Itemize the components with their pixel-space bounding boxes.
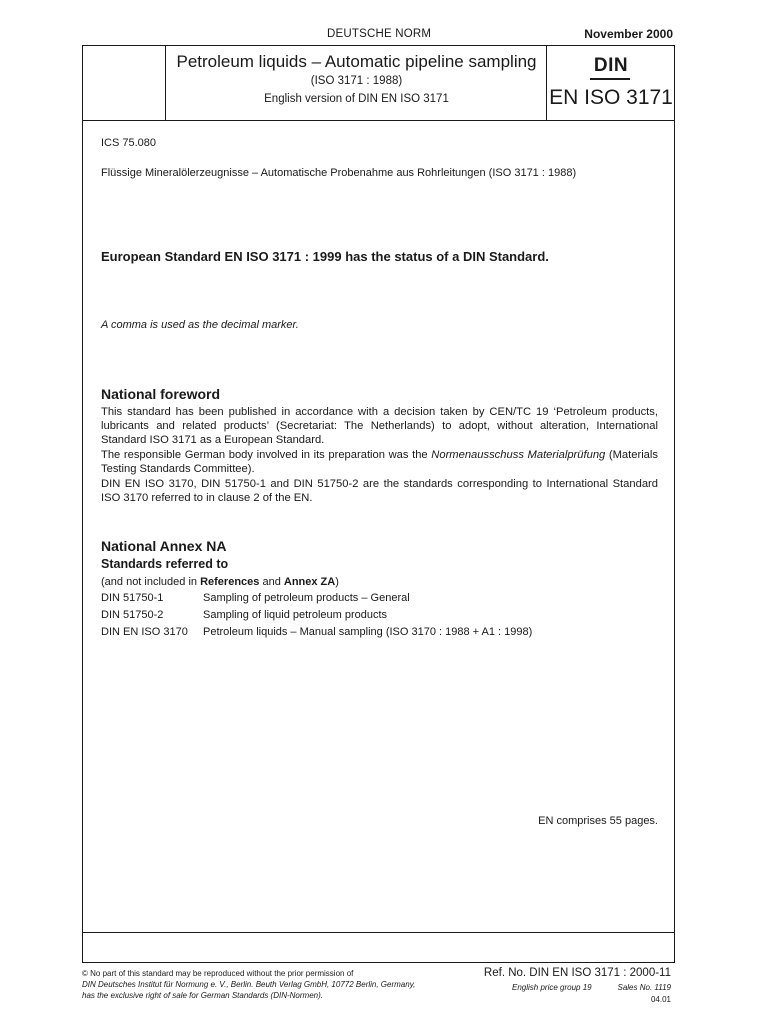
- footer-separator: [82, 932, 675, 933]
- german-title: Flüssige Mineralölerzeugnisse – Automatische Probenahme aus Rohrleitungen (ISO 3171 : 1988): [101, 167, 577, 179]
- reference-code: DIN EN ISO 3170: [101, 626, 188, 638]
- reference-code: DIN 51750-1: [101, 592, 164, 604]
- table-row: [101, 626, 532, 643]
- din-logo-underline: [590, 78, 630, 80]
- annex-note-annex-za: Annex ZA: [283, 576, 336, 588]
- table-row: [101, 609, 532, 626]
- foreword-p2-start: The responsible German body involved in its preparation was the: [101, 449, 432, 461]
- foreword-paragraph-3: DIN EN ISO 3170, DIN 51750-1 and DIN 51750-2 are the standards corresponding to International Standard ISO 3170 referred to in clause 2 of the EN.: [101, 478, 658, 504]
- document-number: EN ISO 3171: [549, 86, 673, 109]
- foreword-p2-end: (Materials Testing Standards Committee).: [101, 449, 658, 475]
- annex-subheading: Standards referred to: [101, 557, 229, 571]
- foreword-heading: National foreword: [101, 386, 221, 402]
- copyright-line-2: DIN Deutsches Institut für Normung e. V., Berlin. Beuth Verlag GmbH, 10772 Berlin, Germany,: [82, 980, 416, 989]
- din-logo: DIN: [593, 55, 629, 76]
- annex-note-mid: and: [259, 576, 284, 588]
- status-statement: European Standard EN ISO 3171 : 1999 has the status of a DIN Standard.: [101, 249, 549, 264]
- annex-note-end: ): [335, 576, 339, 588]
- english-version: English version of DIN EN ISO 3171: [264, 93, 449, 105]
- table-row: [101, 592, 532, 609]
- print-code: 04.01: [650, 995, 671, 1004]
- copyright-line-1: © No part of this standard may be reproduced without the prior permission of: [82, 969, 354, 978]
- responsible-body: Normenausschuss Materialprüfung: [431, 449, 606, 461]
- price-group: English price group 19: [512, 983, 592, 992]
- reference-number: Ref. No. DIN EN ISO 3171 : 2000-11: [483, 967, 671, 979]
- sales-number: Sales No. 1119: [617, 983, 671, 992]
- publication-date: November 2000: [584, 27, 673, 41]
- norm-label: DEUTSCHE NORM: [327, 28, 432, 40]
- annex-heading: National Annex NA: [101, 538, 227, 554]
- header-separator: [82, 120, 675, 121]
- foreword-paragraph-2: [101, 448, 658, 476]
- copyright-line-3: has the exclusive right of sale for German Standards (DIN-Normen).: [82, 991, 323, 1000]
- annex-note: [101, 575, 339, 589]
- decimal-marker-note: A comma is used as the decimal marker.: [101, 319, 299, 331]
- iso-reference: (ISO 3171 : 1988): [310, 75, 403, 87]
- annex-note-start: (and not included in: [101, 576, 201, 588]
- pages-note: EN comprises 55 pages.: [538, 815, 658, 827]
- document-title: Petroleum liquids – Automatic pipeline sampling: [176, 52, 537, 71]
- reference-title: Petroleum liquids – Manual sampling (ISO 3170 : 1988 + A1 : 1998): [203, 626, 533, 638]
- reference-code: DIN 51750-2: [101, 609, 164, 621]
- foreword-paragraph-1: This standard has been published in accordance with a decision taken by CEN/TC 19 ‘Petroleum products, lubricants and related products’ (Secretariat: The Netherlands) to adopt, without alteration, International Standard ISO 3171 as a European Standard.: [101, 406, 658, 446]
- reference-title: Sampling of liquid petroleum products: [203, 609, 388, 621]
- annex-note-references: References: [200, 576, 260, 588]
- ics-code: ICS 75.080: [101, 137, 157, 149]
- reference-title: Sampling of petroleum products – General: [203, 592, 410, 604]
- references-table: [101, 592, 532, 643]
- frame-divider-left: [165, 45, 166, 120]
